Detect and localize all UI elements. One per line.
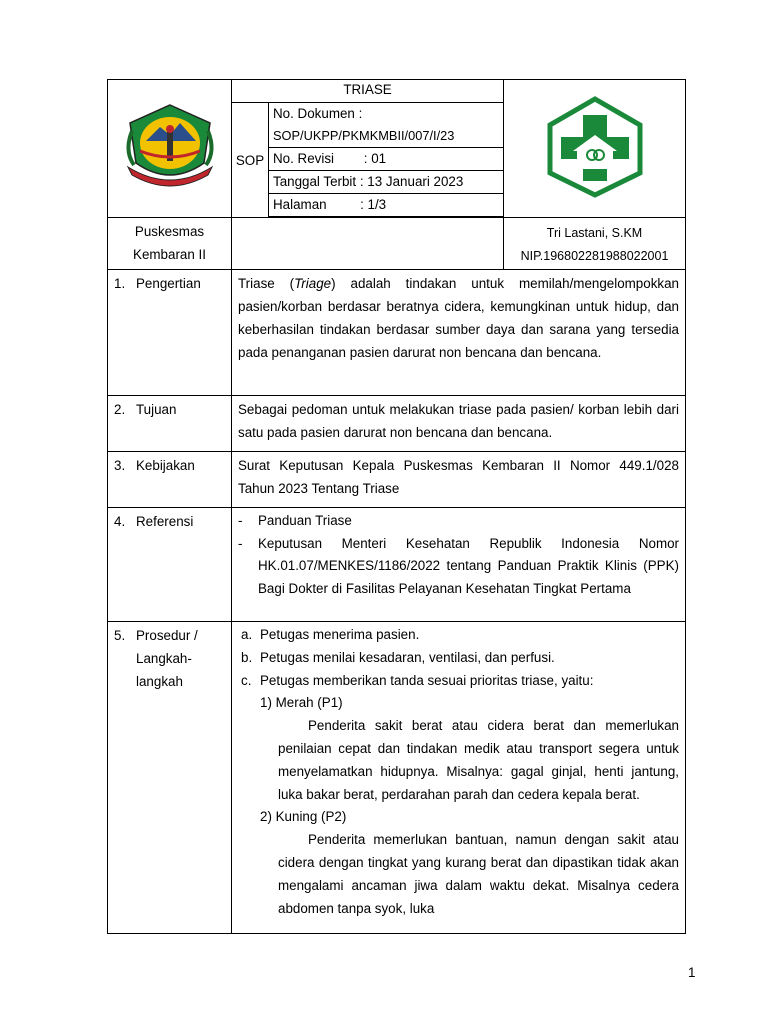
step-c	[241, 670, 679, 693]
section-number: 4.	[114, 514, 126, 529]
tujuan-text: Sebagai pedoman untuk melakukan triase pada pasien/ korban lebih dari satu pada pasien darurat non bencana dan bencana.	[232, 396, 686, 452]
pengertian-text	[232, 270, 686, 396]
org-line-1: Puskesmas	[134, 224, 205, 239]
section-label: Prosedur /	[136, 628, 198, 643]
sop-label: SOP	[232, 103, 269, 218]
organization-name	[108, 218, 232, 270]
sop-table	[107, 79, 686, 934]
dash-bullet: -	[238, 535, 243, 551]
section-number: 2.	[114, 402, 126, 417]
paragraph: Penderita memerlukan bantuan, namun dengan sakit atau cidera dengan tingkat yang kurang berat dan dipastikan tidak akan mengalami ancaman jiwa dalam waktu dekat. Misalnya cedera abdomen tanpa syok, luka	[278, 832, 679, 916]
text-part: ) adalah tindakan untuk memilah/mengelompokkan pasien/korban berdasar beratnya cidera, kemungkinan untuk hidup, dan keberhasilan tindakan berdasar sumber daya dan sarana yang tersedia pada penanganan pasien darurat non bencana dan bencana.	[238, 276, 679, 360]
puskesmas-logo-cell	[504, 80, 686, 218]
step-text: Petugas memberikan tanda sesuai prioritas triase, yaitu:	[260, 672, 594, 688]
section-label: Referensi	[136, 514, 194, 529]
document-title: TRIASE	[232, 80, 504, 103]
step-text: Petugas menerima pasien.	[260, 627, 420, 642]
step-key: c.	[241, 672, 252, 688]
section-label-3: langkah	[136, 674, 183, 689]
section-label: Tujuan	[136, 402, 177, 417]
signer-nip: NIP.196802281988022001	[520, 249, 669, 263]
no-revisi: No. Revisi : 01	[269, 148, 504, 171]
prosedur-steps	[232, 622, 686, 934]
priority-p1-title: 1) Merah (P1)	[260, 695, 343, 711]
step-key: a.	[241, 627, 253, 642]
no-dokumen	[269, 103, 504, 148]
blank-cell	[232, 218, 504, 270]
step-b	[241, 647, 679, 670]
regency-logo-cell	[108, 80, 232, 218]
halaman: Halaman : 1/3	[269, 194, 504, 217]
step-a	[241, 624, 679, 647]
text-part: Triase (	[238, 276, 295, 291]
org-line-2: Kembaran II	[133, 247, 206, 262]
list-item-text: Keputusan Menteri Kesehatan Republik Indonesia Nomor HK.01.07/MENKES/1186/2022 tentang Panduan Praktik Klinis (PPK) Bagi Dokter di Fasilitas Pelayanan Kesehatan Tingkat Pertama	[258, 535, 679, 596]
tanggal-terbit: Tanggal Terbit : 13 Januari 2023	[269, 171, 504, 194]
list-item	[238, 510, 679, 533]
section-label: Pengertian	[136, 276, 201, 291]
section-tujuan	[108, 396, 686, 452]
sop-document	[107, 79, 685, 934]
section-number: 5.	[114, 628, 126, 643]
section-prosedur	[108, 622, 686, 934]
term-italic: Triage	[294, 276, 332, 291]
puskesmas-logo-icon	[543, 95, 647, 199]
priority-p1-text	[241, 715, 679, 806]
section-number: 3.	[114, 458, 126, 473]
dash-bullet: -	[238, 513, 243, 528]
section-referensi	[108, 508, 686, 622]
signature-block	[504, 218, 686, 270]
regency-emblem-icon	[118, 101, 222, 193]
kebijakan-text: Surat Keputusan Kepala Puskesmas Kembaran II Nomor 449.1/028 Tahun 2023 Tentang Triase	[232, 452, 686, 508]
section-label: Kebijakan	[136, 458, 195, 473]
paragraph: Penderita sakit berat atau cidera berat dan memerlukan penilaian cepat dan tindakan medik atau transport segera untuk menyelamatkan hidupnya. Misalnya: gagal ginjal, henti jantung, luka bakar berat, perdarahan parah dan cedera kepala berat.	[278, 718, 679, 802]
priority-p2-text	[241, 829, 679, 920]
priority-p2-title: 2) Kuning (P2)	[260, 809, 347, 825]
list-item-text: Panduan Triase	[258, 513, 352, 528]
signer-name: Tri Lastani, S.KM	[546, 226, 643, 240]
step-text: Petugas menilai kesadaran, ventilasi, dan perfusi.	[260, 649, 555, 665]
section-pengertian	[108, 270, 686, 396]
section-label-2: Langkah-	[136, 651, 192, 666]
section-kebijakan	[108, 452, 686, 508]
no-dokumen-value: SOP/UKPP/PKMKMBII/007/I/23	[273, 128, 455, 143]
page-number: 1	[688, 965, 696, 980]
step-key: b.	[241, 649, 253, 665]
list-item	[238, 533, 679, 601]
section-number: 1.	[114, 276, 126, 291]
no-dokumen-label: No. Dokumen :	[273, 106, 363, 121]
referensi-list	[232, 508, 686, 622]
